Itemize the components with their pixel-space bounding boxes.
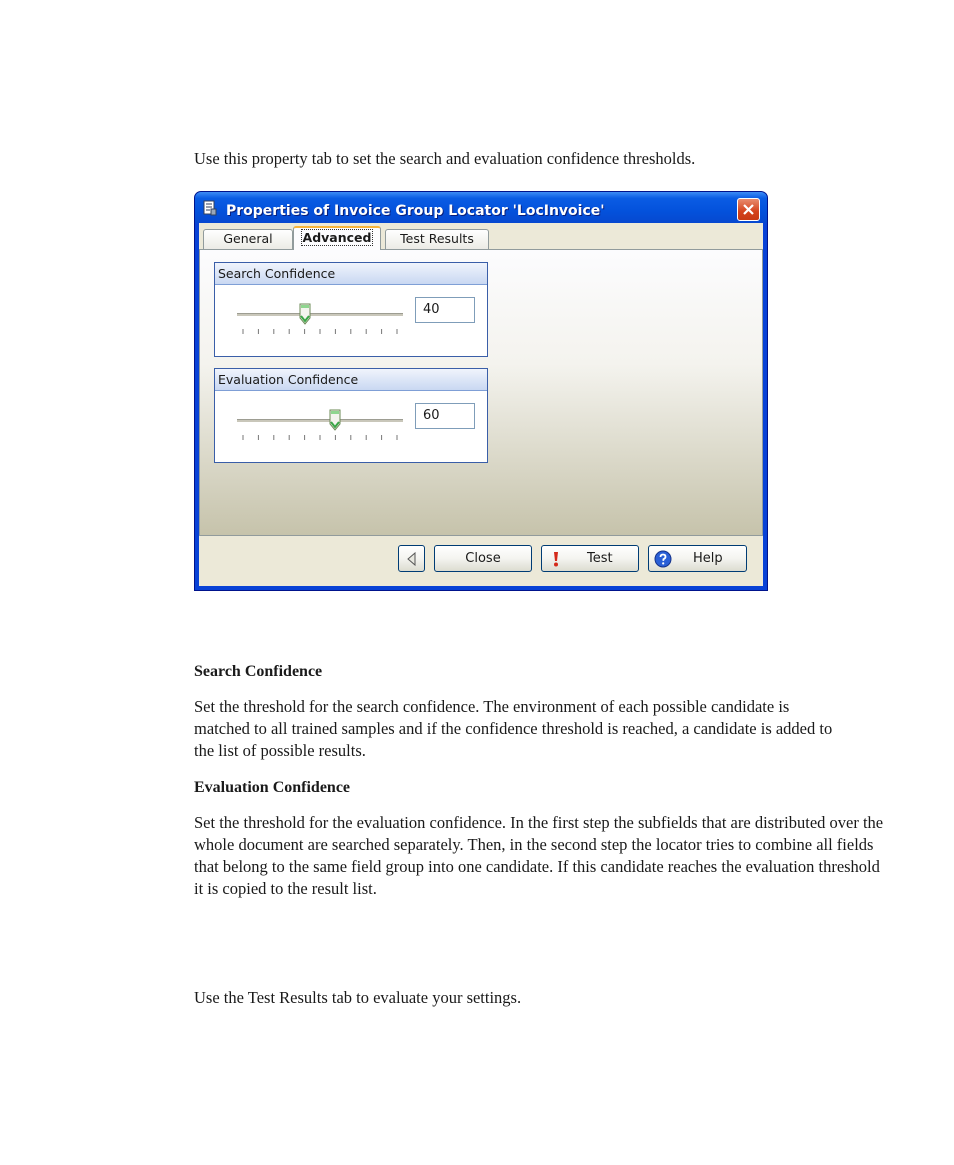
test-button[interactable] bbox=[541, 545, 639, 572]
close-button-label: Close bbox=[465, 551, 501, 566]
search-confidence-slider[interactable] bbox=[237, 303, 403, 339]
slider-track bbox=[237, 313, 403, 317]
close-window-button[interactable] bbox=[737, 198, 760, 221]
search-confidence-heading: Search Confidence bbox=[194, 663, 323, 680]
question-icon bbox=[654, 550, 672, 568]
exclamation-icon bbox=[552, 551, 560, 567]
evaluation-confidence-description: Set the threshold for the evaluation confidence. In the first step the subfields that are distributed over the whole document are searched separately. Then, in the second step the locator tries to combine all fields that belong to the same field group into one candidate. If this candidate reaches the evaluation threshold it is copied to the result list. bbox=[194, 813, 884, 898]
slider-ticks bbox=[237, 435, 403, 441]
dialog-title: Properties of Invoice Group Locator 'LocInvoice' bbox=[226, 203, 605, 219]
evaluation-confidence-slider[interactable] bbox=[237, 409, 403, 445]
tab-general[interactable] bbox=[203, 229, 293, 249]
close-button[interactable] bbox=[434, 545, 532, 572]
tab-test-results[interactable] bbox=[385, 229, 489, 249]
properties-page-icon bbox=[203, 200, 217, 216]
search-confidence-description: Set the threshold for the search confidence. The environment of each possible candidate is matched to all trained samples and if the confidence threshold is reached, a candidate is added to the list of possible results. bbox=[194, 697, 833, 760]
tab-test-results-label: Test Results bbox=[400, 231, 474, 246]
help-button[interactable] bbox=[648, 545, 747, 572]
evaluation-confidence-label: Evaluation Confidence bbox=[215, 369, 487, 391]
tab-general-label: General bbox=[223, 231, 273, 246]
search-confidence-label: Search Confidence bbox=[215, 263, 487, 285]
search-confidence-input[interactable]: 40 bbox=[415, 297, 475, 323]
close-x-icon bbox=[742, 203, 755, 216]
slider-thumb[interactable] bbox=[329, 409, 341, 431]
evaluation-confidence-heading: Evaluation Confidence bbox=[194, 779, 351, 796]
tab-advanced[interactable] bbox=[293, 226, 381, 250]
help-button-label: Help bbox=[693, 551, 723, 566]
slider-thumb[interactable] bbox=[299, 303, 311, 325]
slider-track bbox=[237, 419, 403, 423]
test-button-label: Test bbox=[587, 551, 613, 566]
outro-text: Use the Test Results tab to evaluate your settings. bbox=[194, 988, 522, 1007]
tab-strip bbox=[199, 223, 763, 249]
dialog-client bbox=[199, 223, 763, 586]
tab-advanced-label: Advanced bbox=[302, 230, 372, 245]
slider-ticks bbox=[237, 329, 403, 335]
properties-dialog bbox=[194, 191, 768, 591]
intro-text: Use this property tab to set the search and evaluation confidence thresholds. bbox=[194, 149, 696, 168]
dialog-button-bar bbox=[199, 536, 763, 586]
evaluation-confidence-group bbox=[214, 368, 488, 463]
triangle-left-icon bbox=[405, 551, 419, 567]
dialog-titlebar[interactable] bbox=[195, 192, 767, 223]
evaluation-confidence-input[interactable]: 60 bbox=[415, 403, 475, 429]
back-button[interactable] bbox=[398, 545, 425, 572]
advanced-tab-page bbox=[199, 249, 763, 536]
search-confidence-group bbox=[214, 262, 488, 357]
